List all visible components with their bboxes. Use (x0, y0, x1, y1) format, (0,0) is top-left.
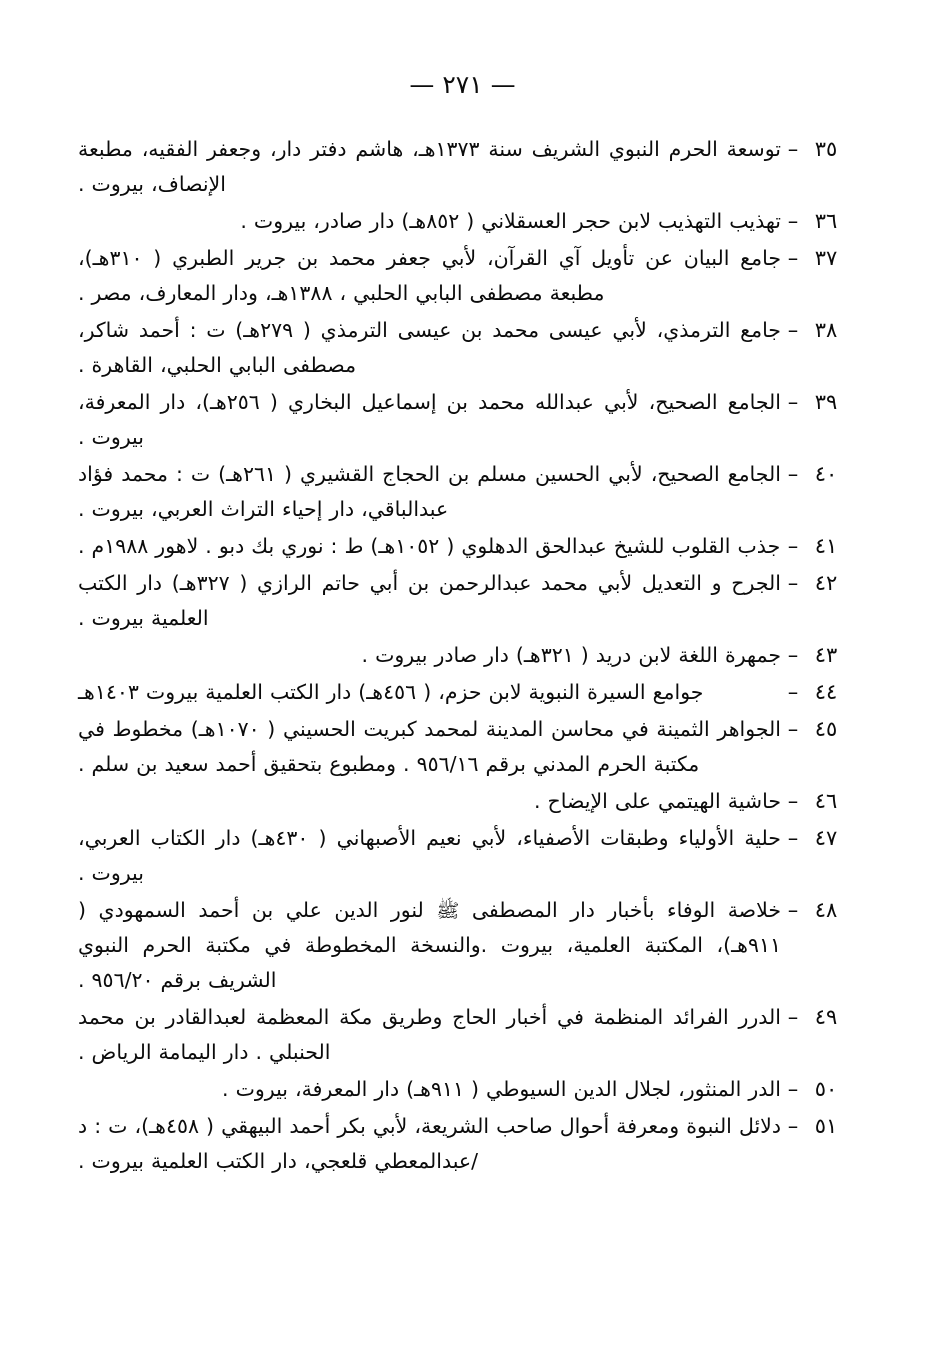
entry-text: الجامع الصحيح، لأبي عبدالله محمد بن إسماعيل البخاري ( ٢٥٦هـ)، دار المعرفة، بيروت . (78, 390, 781, 449)
entry-dash: – (787, 717, 799, 741)
sallallahu-alayhi-wasallam-icon: ﷺ (436, 900, 460, 922)
bibliography-entry (78, 457, 847, 527)
bibliography-entry (78, 204, 847, 239)
entry-text (78, 893, 781, 998)
entry-text: الجواهر الثمينة في محاسن المدينة لمحمد كبريت الحسيني ( ١٠٧٠هـ) مخطوط في مكتبة الحرم المدني برقم ٩٥٦/١٦ . ومطبوع بتحقيق أحمد سعيد بن سلم . (78, 717, 781, 776)
entry-number: ٤٧ (814, 826, 838, 850)
entry-dash: – (787, 680, 799, 704)
entry-dash: – (787, 1005, 799, 1029)
bibliography-entry (78, 675, 847, 710)
entry-dash: – (787, 643, 799, 667)
entry-text: جامع الترمذي، لأبي عيسى محمد بن عيسى الترمذي ( ٢٧٩هـ) ت : أحمد شاكر، مصطفى البابي الحلبي، القاهرة . (78, 318, 781, 377)
entry-number: ٤٨ (814, 898, 838, 922)
bibliography-entry (78, 784, 847, 819)
entry-number: ٤٥ (814, 717, 838, 741)
entry-number: ٤٢ (814, 571, 838, 595)
entry-number: ٤٣ (814, 643, 838, 667)
bibliography-entry (78, 638, 847, 673)
entry-text: جوامع السيرة النبوية لابن حزم، ( ٤٥٦هـ) دار الكتب العلمية بيروت ١٤٠٣هـ (78, 680, 704, 704)
entry-dash: – (787, 137, 799, 161)
entry-number: ٥١ (814, 1114, 838, 1138)
entry-number: ٥٠ (814, 1077, 838, 1101)
bibliography-entry (78, 241, 847, 311)
entry-text: الجامع الصحيح، لأبي الحسين مسلم بن الحجاج القشيري ( ٢٦١هـ) ت : محمد فؤاد عبدالباقي، دار إحياء التراث العربي، بيروت . (78, 462, 781, 521)
entry-text: دلائل النبوة ومعرفة أحوال صاحب الشريعة، لأبي بكر أحمد البيهقي ( ٤٥٨هـ)، ت : د /عبدالمعطي قلعجي، دار الكتب العلمية بيروت . (78, 1114, 781, 1173)
bibliography-entry (78, 893, 847, 998)
entry-number: ٤١ (814, 534, 838, 558)
bibliography-entry (78, 313, 847, 383)
entry-number: ٣٩ (814, 390, 838, 414)
entry-number: ٣٦ (814, 209, 838, 233)
entry-number: ٤٩ (814, 1005, 838, 1029)
bibliography-list (78, 132, 847, 1181)
bibliography-entry (78, 1000, 847, 1070)
entry-text: جامع البيان عن تأويل آي القرآن، لأبي جعفر محمد بن جرير الطبري ( ٣١٠هـ)، مطبعة مصطفى البابي الحلبي ، ١٣٨٨هـ، ودار المعارف، مصر . (78, 246, 781, 305)
entry-dash: – (787, 789, 799, 813)
bibliography-entry (78, 712, 847, 782)
entry-text: حلية الأولياء وطبقات الأصفياء، لأبي نعيم الأصبهاني ( ٤٣٠هـ) دار الكتاب العربي، بيروت . (78, 826, 781, 885)
entry-number: ٣٧ (814, 246, 838, 270)
bibliography-entry (78, 385, 847, 455)
entry-text-before-symbol: خلاصة الوفاء بأخبار دار المصطفى (459, 898, 781, 922)
entry-dash: – (787, 209, 799, 233)
bibliography-entry (78, 132, 847, 202)
entry-number: ٤٤ (814, 680, 838, 704)
entry-dash: – (787, 534, 799, 558)
bibliography-entry (78, 566, 847, 636)
entry-text: توسعة الحرم النبوي الشريف سنة ١٣٧٣هـ، هاشم دفتر دار، وجعفر الفقيه، مطبعة الإنصاف، بيروت . (78, 137, 781, 196)
entry-text: جذب القلوب للشيخ عبدالحق الدهلوي ( ١٠٥٢هـ) ط : نوري بك دبو . لاهور ١٩٨٨م . (78, 534, 781, 558)
entry-dash: – (787, 1114, 799, 1138)
entry-dash: – (787, 571, 799, 595)
entry-text: الجرح و التعديل لأبي محمد عبدالرحمن بن أبي حاتم الرازي ( ٣٢٧هـ) دار الكتب العلمية بيروت . (78, 571, 781, 630)
entry-text: جمهرة اللغة لابن دريد ( ٣٢١هـ) دار صادر بيروت . (361, 643, 781, 667)
entry-text: تهذيب التهذيب لابن حجر العسقلاني ( ٨٥٢هـ) دار صادر، بيروت . (240, 209, 781, 233)
entry-text: الدر المنثور، لجلال الدين السيوطي ( ٩١١هـ) دار المعرفة، بيروت . (222, 1077, 781, 1101)
entry-dash: – (787, 318, 799, 342)
bibliography-entry (78, 821, 847, 891)
page-number: — ٢٧١ — (409, 70, 516, 99)
entry-dash: – (787, 390, 799, 414)
entry-dash: – (787, 1077, 799, 1101)
bibliography-entry (78, 1109, 847, 1179)
entry-number: ٣٥ (814, 137, 838, 161)
entry-text: الدرر الفرائد المنظمة في أخبار الحاج وطريق مكة المعظمة لعبدالقادر بن محمد الحنبلي . دار اليمامة الرياض . (78, 1005, 781, 1064)
bibliography-entry (78, 1072, 847, 1107)
entry-number: ٤٠ (814, 462, 838, 486)
entry-number: ٤٦ (814, 789, 838, 813)
entry-dash: – (787, 898, 799, 922)
entry-dash: – (787, 462, 799, 486)
entry-dash: – (787, 246, 799, 270)
bibliography-entry (78, 529, 847, 564)
entry-text: حاشية الهيتمي على الإيضاح . (533, 789, 781, 813)
entry-text-after-symbol: لنور الدين علي بن أحمد السمهودي ( ٩١١هـ)، المكتبة العلمية، بيروت .والنسخة المخطوطة في مكتبة الحرم النبوي الشريف برقم ٩٥٦/٢٠ . (78, 898, 781, 992)
entry-number: ٣٨ (814, 318, 838, 342)
entry-dash: – (787, 826, 799, 850)
